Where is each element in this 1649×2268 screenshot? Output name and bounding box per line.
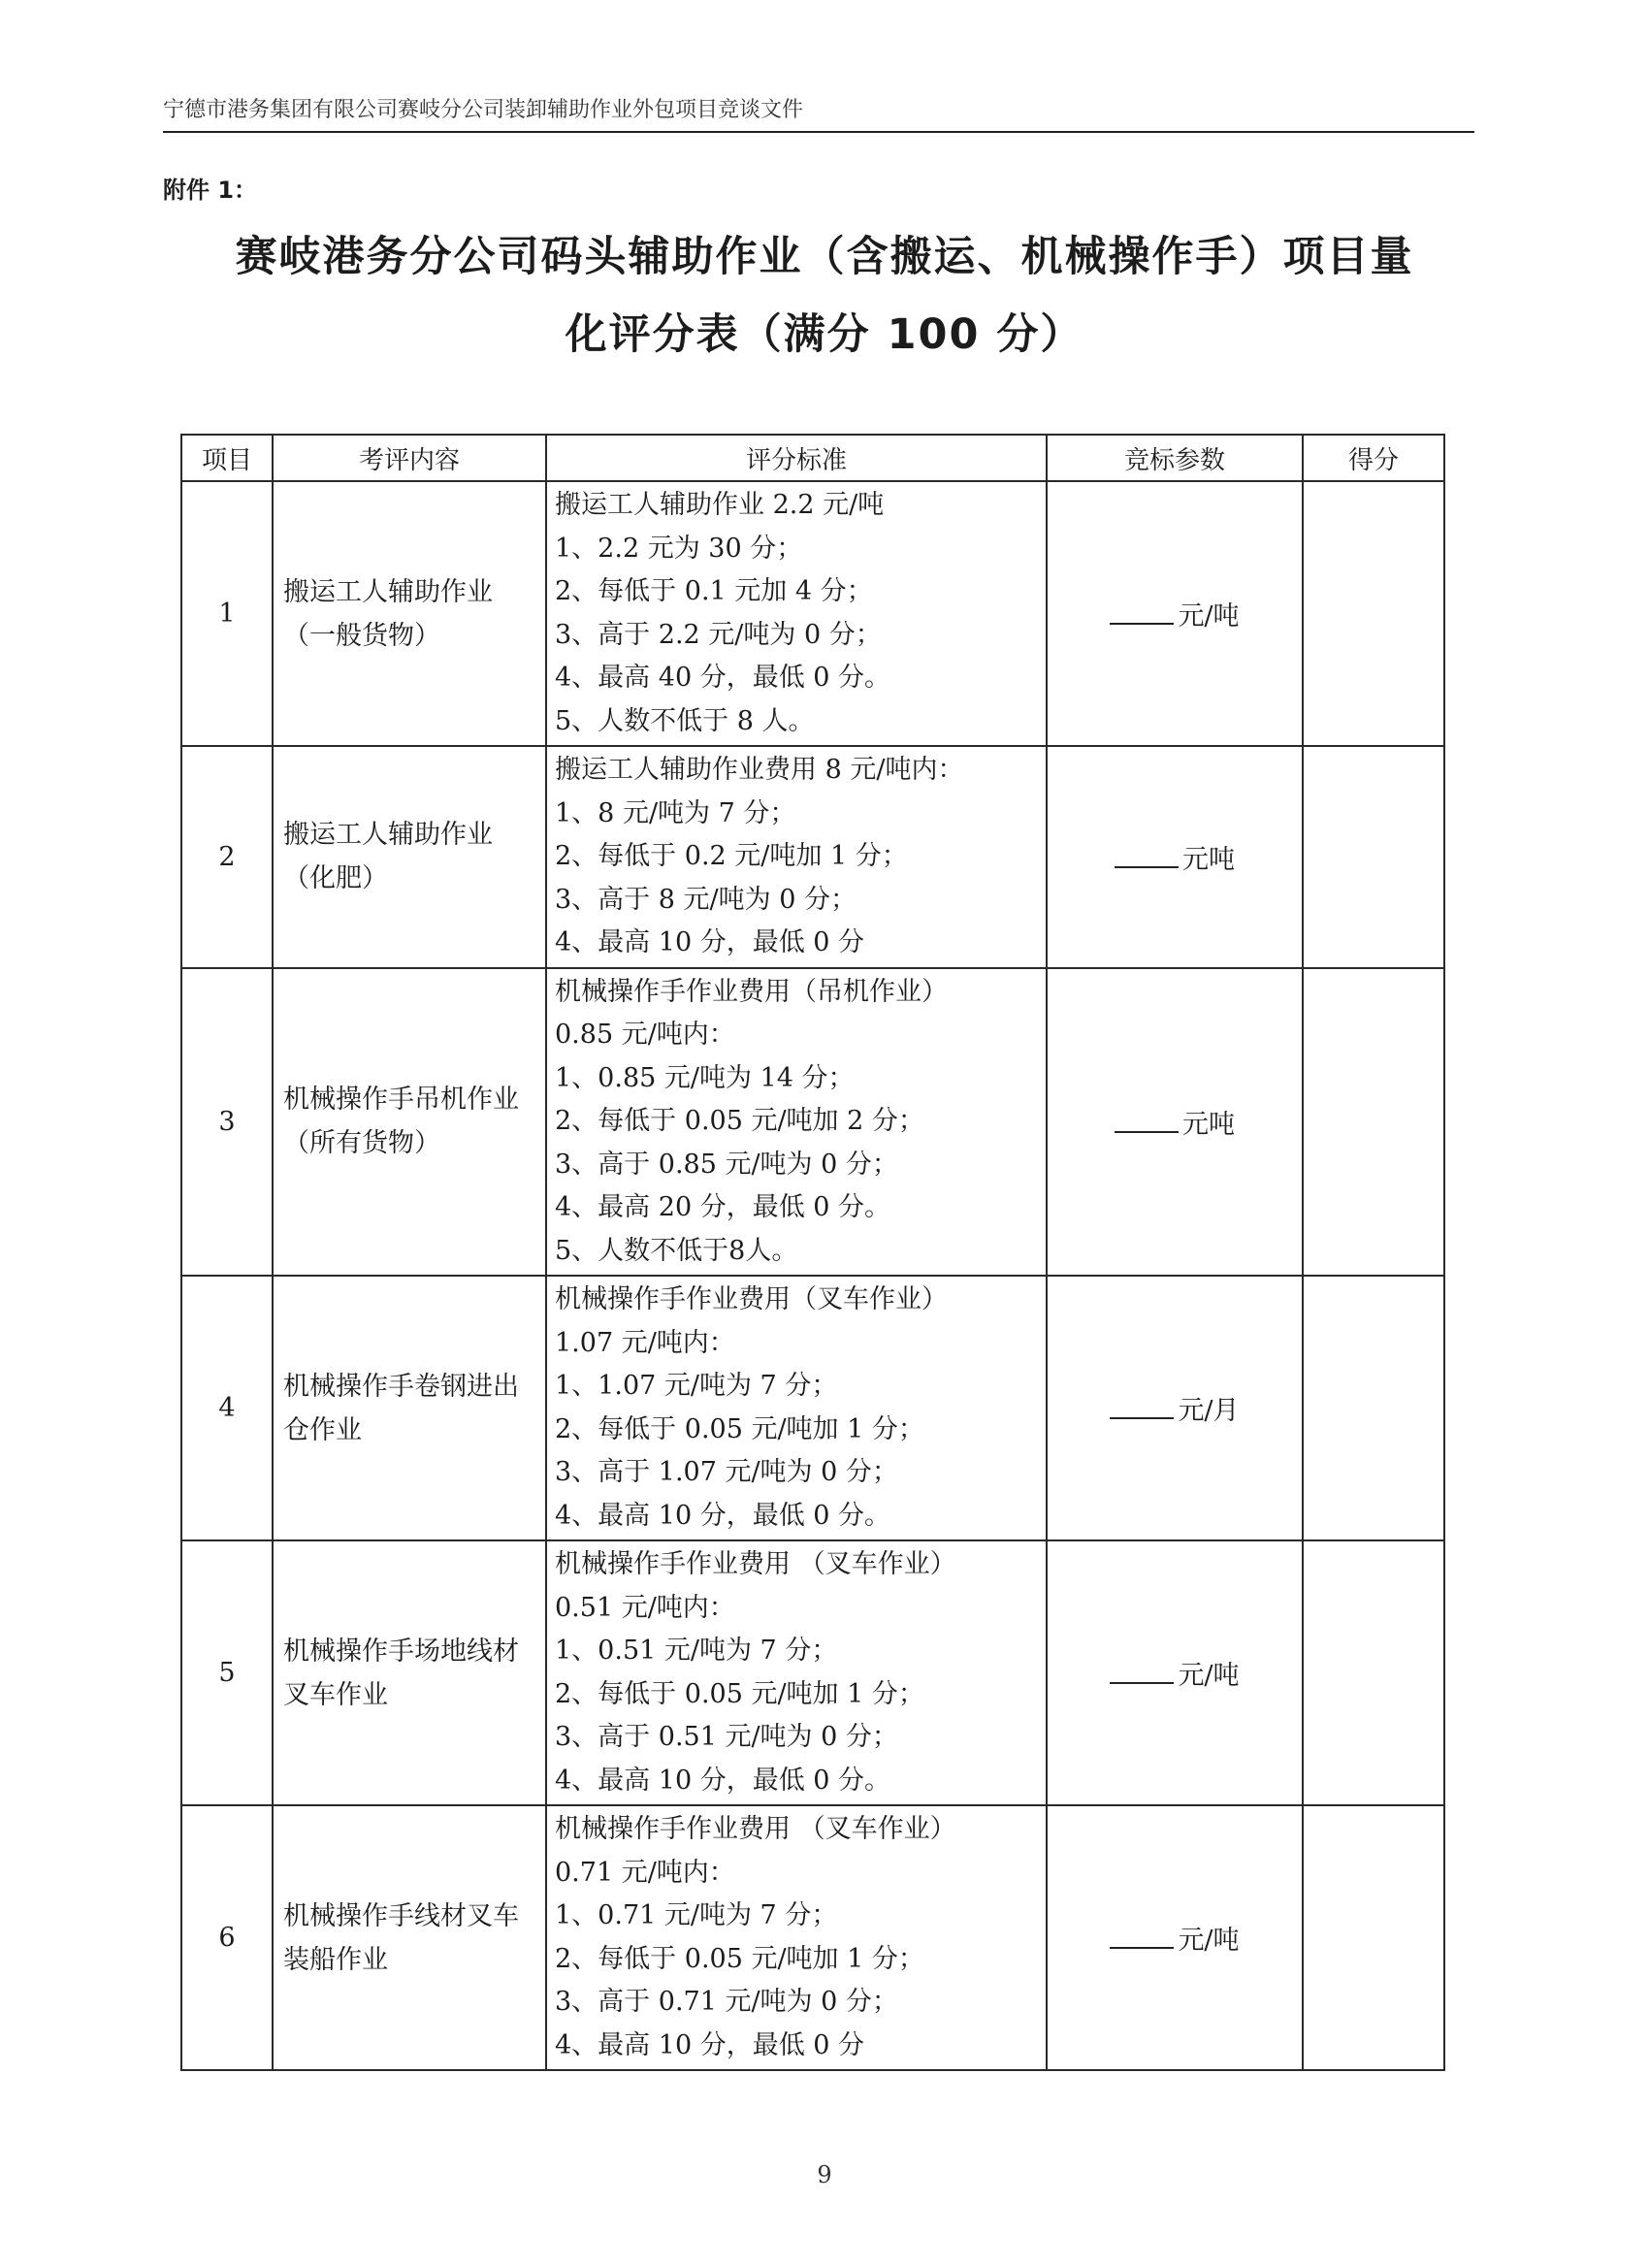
criteria-line: 4、最高 10 分，最低 0 分。 — [555, 1500, 891, 1531]
score-cell[interactable] — [1303, 746, 1444, 968]
item-number: 2 — [181, 746, 273, 968]
bid-unit: 元吨 — [1182, 1109, 1235, 1140]
criteria-line: 3、高于 0.51 元/吨为 0 分； — [555, 1722, 898, 1752]
bid-blank-field[interactable] — [1110, 603, 1174, 625]
col-header-score: 得分 — [1303, 435, 1444, 481]
bid-blank-field[interactable] — [1110, 1398, 1174, 1419]
score-cell[interactable] — [1303, 1540, 1444, 1805]
bid-blank-field[interactable] — [1110, 1663, 1174, 1684]
table-row — [181, 1805, 1444, 2070]
criteria-line: 1、0.85 元/吨为 14 分； — [555, 1062, 855, 1093]
score-cell[interactable] — [1303, 1276, 1444, 1540]
table-row — [181, 481, 1444, 746]
criteria-line: 2、每低于 0.1 元加 4 分； — [555, 576, 873, 606]
item-number: 3 — [181, 968, 273, 1277]
criteria-line: 3、高于 0.85 元/吨为 0 分； — [555, 1149, 898, 1180]
col-header-no: 项目 — [181, 435, 273, 481]
criteria-line: 搬运工人辅助作业费用 8 元/吨内： — [555, 755, 964, 785]
criteria-line: 1、0.71 元/吨为 7 分； — [555, 1900, 838, 1930]
criteria-line: 1、8 元/吨为 7 分； — [555, 797, 796, 828]
criteria-line: 机械操作手作业费用（吊机作业） — [555, 976, 948, 1007]
criteria-line: 1、2.2 元为 30 分； — [555, 533, 803, 564]
bid-unit: 元/吨 — [1178, 1926, 1240, 1956]
criteria-line: 3、高于 2.2 元/吨为 0 分； — [555, 619, 882, 650]
bid-unit: 元/月 — [1178, 1396, 1240, 1426]
evaluation-content: 搬运工人辅助作业（一般货物） — [273, 481, 546, 746]
scoring-criteria — [546, 968, 1047, 1277]
bid-parameter — [1047, 481, 1303, 746]
bid-blank-field[interactable] — [1110, 1928, 1174, 1949]
bid-unit: 元/吨 — [1178, 1661, 1240, 1691]
criteria-line: 1、1.07 元/吨为 7 分； — [555, 1371, 838, 1401]
table-row — [181, 746, 1444, 968]
criteria-line: 0.51 元/吨内： — [555, 1592, 735, 1623]
evaluation-content: 机械操作手吊机作业（所有货物） — [273, 968, 546, 1277]
scoring-criteria — [546, 1805, 1047, 2070]
scoring-criteria — [546, 481, 1047, 746]
criteria-line: 4、最高 40 分，最低 0 分。 — [555, 663, 891, 693]
criteria-line: 3、高于 8 元/吨为 0 分； — [555, 884, 857, 915]
table-header-row — [181, 435, 1444, 481]
item-number: 5 — [181, 1540, 273, 1805]
document-title — [146, 218, 1504, 373]
table-row — [181, 1276, 1444, 1540]
col-header-content: 考评内容 — [273, 435, 546, 481]
scoring-table — [180, 434, 1445, 2071]
bid-parameter — [1047, 968, 1303, 1277]
item-number: 1 — [181, 481, 273, 746]
criteria-line: 2、每低于 0.2 元/吨加 1 分； — [555, 841, 908, 871]
criteria-line: 3、高于 1.07 元/吨为 0 分； — [555, 1457, 898, 1487]
item-number: 4 — [181, 1276, 273, 1540]
criteria-line: 1、0.51 元/吨为 7 分； — [555, 1636, 838, 1666]
criteria-line: 4、最高 20 分，最低 0 分。 — [555, 1192, 891, 1222]
bid-parameter — [1047, 1805, 1303, 2070]
bid-unit: 元吨 — [1182, 844, 1235, 875]
criteria-line: 2、每低于 0.05 元/吨加 2 分； — [555, 1106, 924, 1136]
bid-parameter — [1047, 1540, 1303, 1805]
criteria-line: 机械操作手作业费用 （叉车作业） — [555, 1814, 956, 1844]
criteria-line: 2、每低于 0.05 元/吨加 1 分； — [555, 1413, 924, 1444]
page-number: 9 — [817, 2161, 832, 2188]
criteria-line: 5、人数不低于 8 人。 — [555, 705, 815, 736]
scoring-criteria — [546, 1276, 1047, 1540]
bid-unit: 元/吨 — [1178, 601, 1240, 632]
item-number: 6 — [181, 1805, 273, 2070]
criteria-line: 机械操作手作业费用 （叉车作业） — [555, 1549, 956, 1579]
bid-parameter — [1047, 746, 1303, 968]
table-row — [181, 968, 1444, 1277]
evaluation-content: 搬运工人辅助作业（化肥） — [273, 746, 546, 968]
bid-blank-field[interactable] — [1115, 847, 1179, 868]
criteria-line: 5、人数不低于8人。 — [555, 1235, 798, 1266]
col-header-criteria: 评分标准 — [546, 435, 1047, 481]
criteria-line: 0.85 元/吨内： — [555, 1020, 735, 1050]
running-header: 宁德市港务集团有限公司赛岐分公司装卸辅助作业外包项目竞谈文件 — [163, 93, 1474, 133]
col-header-bid: 竞标参数 — [1047, 435, 1303, 481]
evaluation-content: 机械操作手线材叉车装船作业 — [273, 1805, 546, 2070]
criteria-line: 4、最高 10 分，最低 0 分 — [555, 927, 865, 957]
criteria-line: 1.07 元/吨内： — [555, 1327, 735, 1358]
table-row — [181, 1540, 1444, 1805]
score-cell[interactable] — [1303, 1805, 1444, 2070]
criteria-line: 2、每低于 0.05 元/吨加 1 分； — [555, 1943, 924, 1974]
evaluation-content: 机械操作手场地线材叉车作业 — [273, 1540, 546, 1805]
title-line-2: 化评分表（满分 100 分） — [565, 310, 1084, 359]
score-cell[interactable] — [1303, 481, 1444, 746]
criteria-line: 4、最高 10 分，最低 0 分。 — [555, 1765, 891, 1796]
criteria-line: 搬运工人辅助作业 2.2 元/吨 — [555, 490, 885, 520]
attachment-label: 附件 1： — [163, 177, 258, 204]
criteria-line: 机械操作手作业费用（叉车作业） — [555, 1284, 948, 1314]
criteria-line: 0.71 元/吨内： — [555, 1857, 735, 1888]
evaluation-content: 机械操作手卷钢进出仓作业 — [273, 1276, 546, 1540]
bid-blank-field[interactable] — [1115, 1112, 1179, 1133]
bid-parameter — [1047, 1276, 1303, 1540]
criteria-line: 4、最高 10 分，最低 0 分 — [555, 2029, 865, 2060]
score-cell[interactable] — [1303, 968, 1444, 1277]
criteria-line: 3、高于 0.71 元/吨为 0 分； — [555, 1987, 898, 2017]
scoring-criteria — [546, 1540, 1047, 1805]
criteria-line: 2、每低于 0.05 元/吨加 1 分； — [555, 1678, 924, 1709]
scoring-criteria — [546, 746, 1047, 968]
title-line-1: 赛岐港务分公司码头辅助作业（含搬运、机械操作手）项目量 — [235, 233, 1414, 281]
